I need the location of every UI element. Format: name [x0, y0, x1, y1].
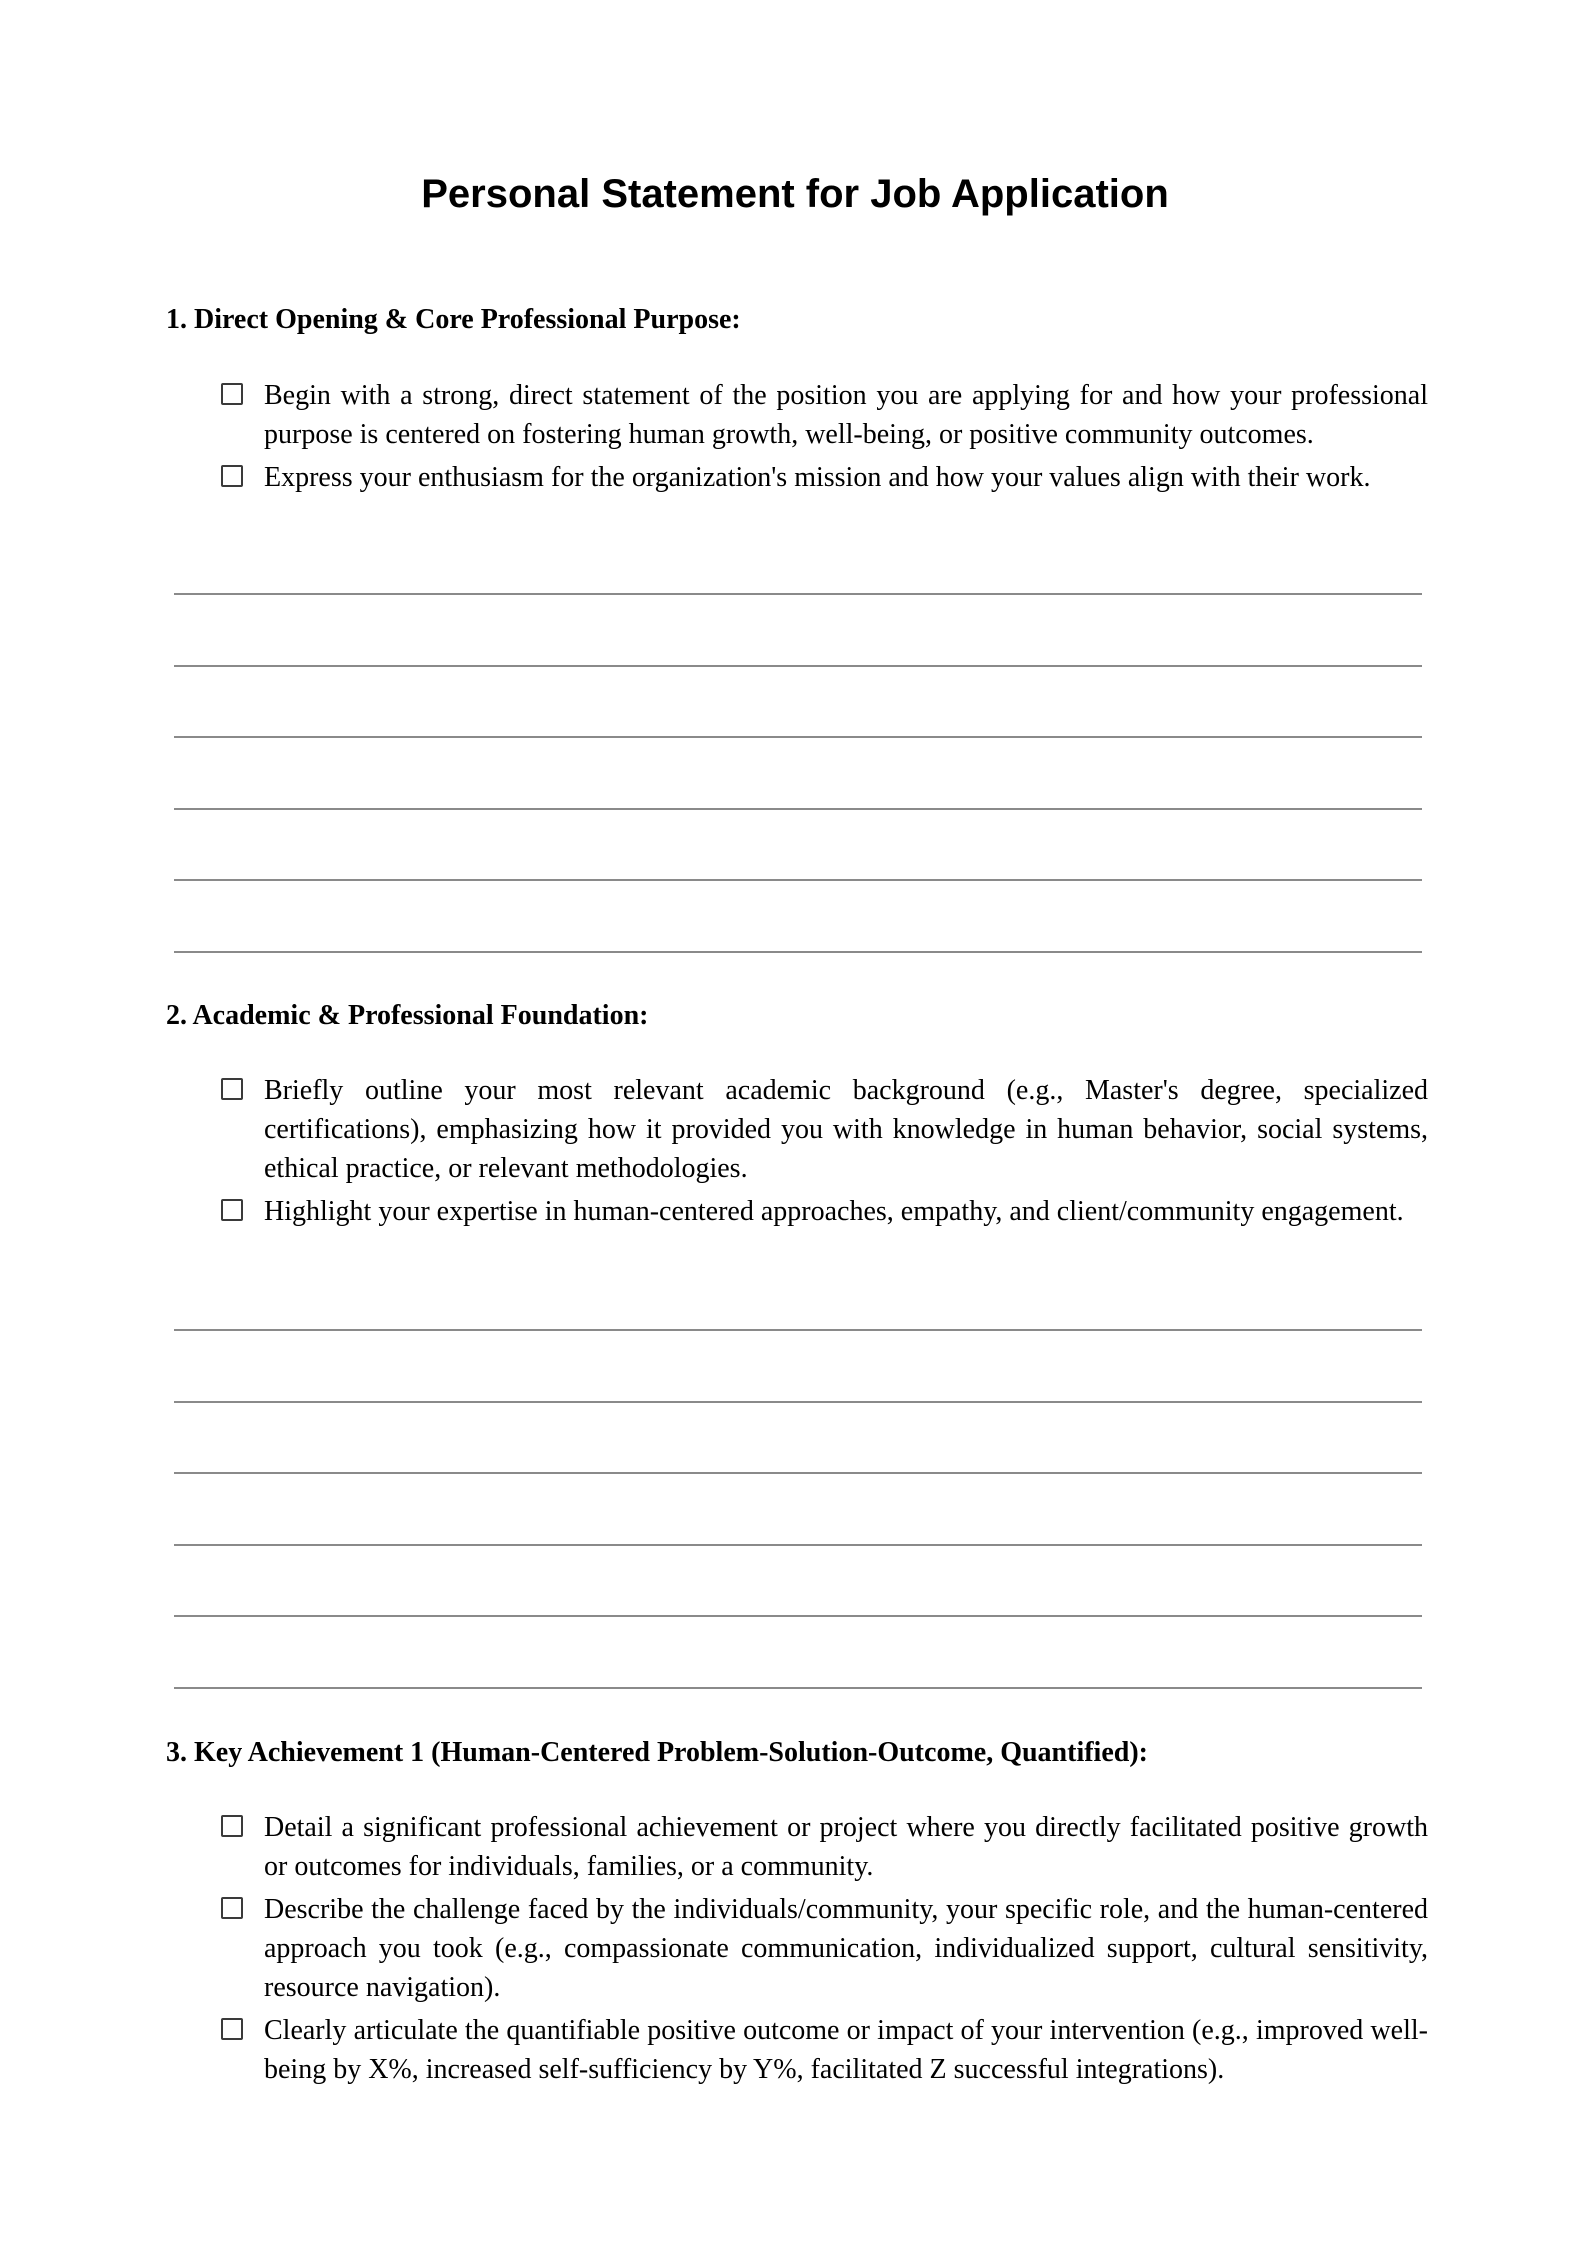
checkbox[interactable]	[221, 1199, 243, 1221]
checklist-item-text: Begin with a strong, direct statement of the position you are applying for and how your professional purpose is centered on fostering human growth, well-being, or positive community outcomes.	[264, 380, 1428, 450]
writing-line[interactable]	[174, 1472, 1422, 1474]
checklist-item-text: Describe the challenge faced by the individuals/community, your specific role, and the human-centered approach you took (e.g., compassionate communication, individualized support, cultural sensitivity, resource navigation).	[264, 1894, 1428, 2003]
writing-line[interactable]	[174, 951, 1422, 953]
writing-line[interactable]	[174, 1544, 1422, 1546]
checklist-item	[218, 458, 1428, 497]
document-title: Personal Statement for Job Application	[421, 172, 1169, 216]
checklist-item-text: Express your enthusiasm for the organization's mission and how your values align with their work.	[264, 462, 1371, 493]
checklist-item	[218, 2011, 1428, 2089]
writing-line[interactable]	[174, 665, 1422, 667]
checklist-item-text: Briefly outline your most relevant academic background (e.g., Master's degree, specialized certifications), emphasizing how it provided you with knowledge in human behavior, social systems, ethical practice, or relevant methodologies.	[264, 1075, 1428, 1184]
checkbox[interactable]	[221, 1078, 243, 1100]
checklist-section-2	[218, 1071, 1428, 1235]
writing-line[interactable]	[174, 1687, 1422, 1689]
writing-line[interactable]	[174, 593, 1422, 595]
writing-line[interactable]	[174, 736, 1422, 738]
checkbox[interactable]	[221, 1897, 243, 1919]
checklist-section-3	[218, 1808, 1428, 2093]
checklist-item-text: Clearly articulate the quantifiable positive outcome or impact of your intervention (e.g., improved well-being by X%, increased self-sufficiency by Y%, facilitated Z successful integrations).	[264, 2015, 1428, 2085]
section-heading-1: 1. Direct Opening & Core Professional Purpose:	[166, 304, 741, 335]
section-heading-3: 3. Key Achievement 1 (Human-Centered Problem-Solution-Outcome, Quantified):	[166, 1737, 1148, 1768]
writing-line[interactable]	[174, 1615, 1422, 1617]
checkbox[interactable]	[221, 2018, 243, 2040]
writing-line[interactable]	[174, 1401, 1422, 1403]
checklist-item	[218, 1808, 1428, 1886]
checklist-item	[218, 376, 1428, 454]
checklist-item	[218, 1192, 1428, 1231]
checklist-item	[218, 1890, 1428, 2007]
checklist-item-text: Highlight your expertise in human-centered approaches, empathy, and client/community engagement.	[264, 1196, 1404, 1227]
checkbox[interactable]	[221, 1815, 243, 1837]
writing-line[interactable]	[174, 808, 1422, 810]
checklist-section-1	[218, 376, 1428, 501]
checklist-item	[218, 1071, 1428, 1188]
checkbox[interactable]	[221, 383, 243, 405]
section-heading-2: 2. Academic & Professional Foundation:	[166, 1000, 649, 1031]
checkbox[interactable]	[221, 465, 243, 487]
checklist-item-text: Detail a significant professional achievement or project where you directly facilitated positive growth or outcomes for individuals, families, or a community.	[264, 1812, 1428, 1882]
writing-line[interactable]	[174, 1329, 1422, 1331]
writing-line[interactable]	[174, 879, 1422, 881]
